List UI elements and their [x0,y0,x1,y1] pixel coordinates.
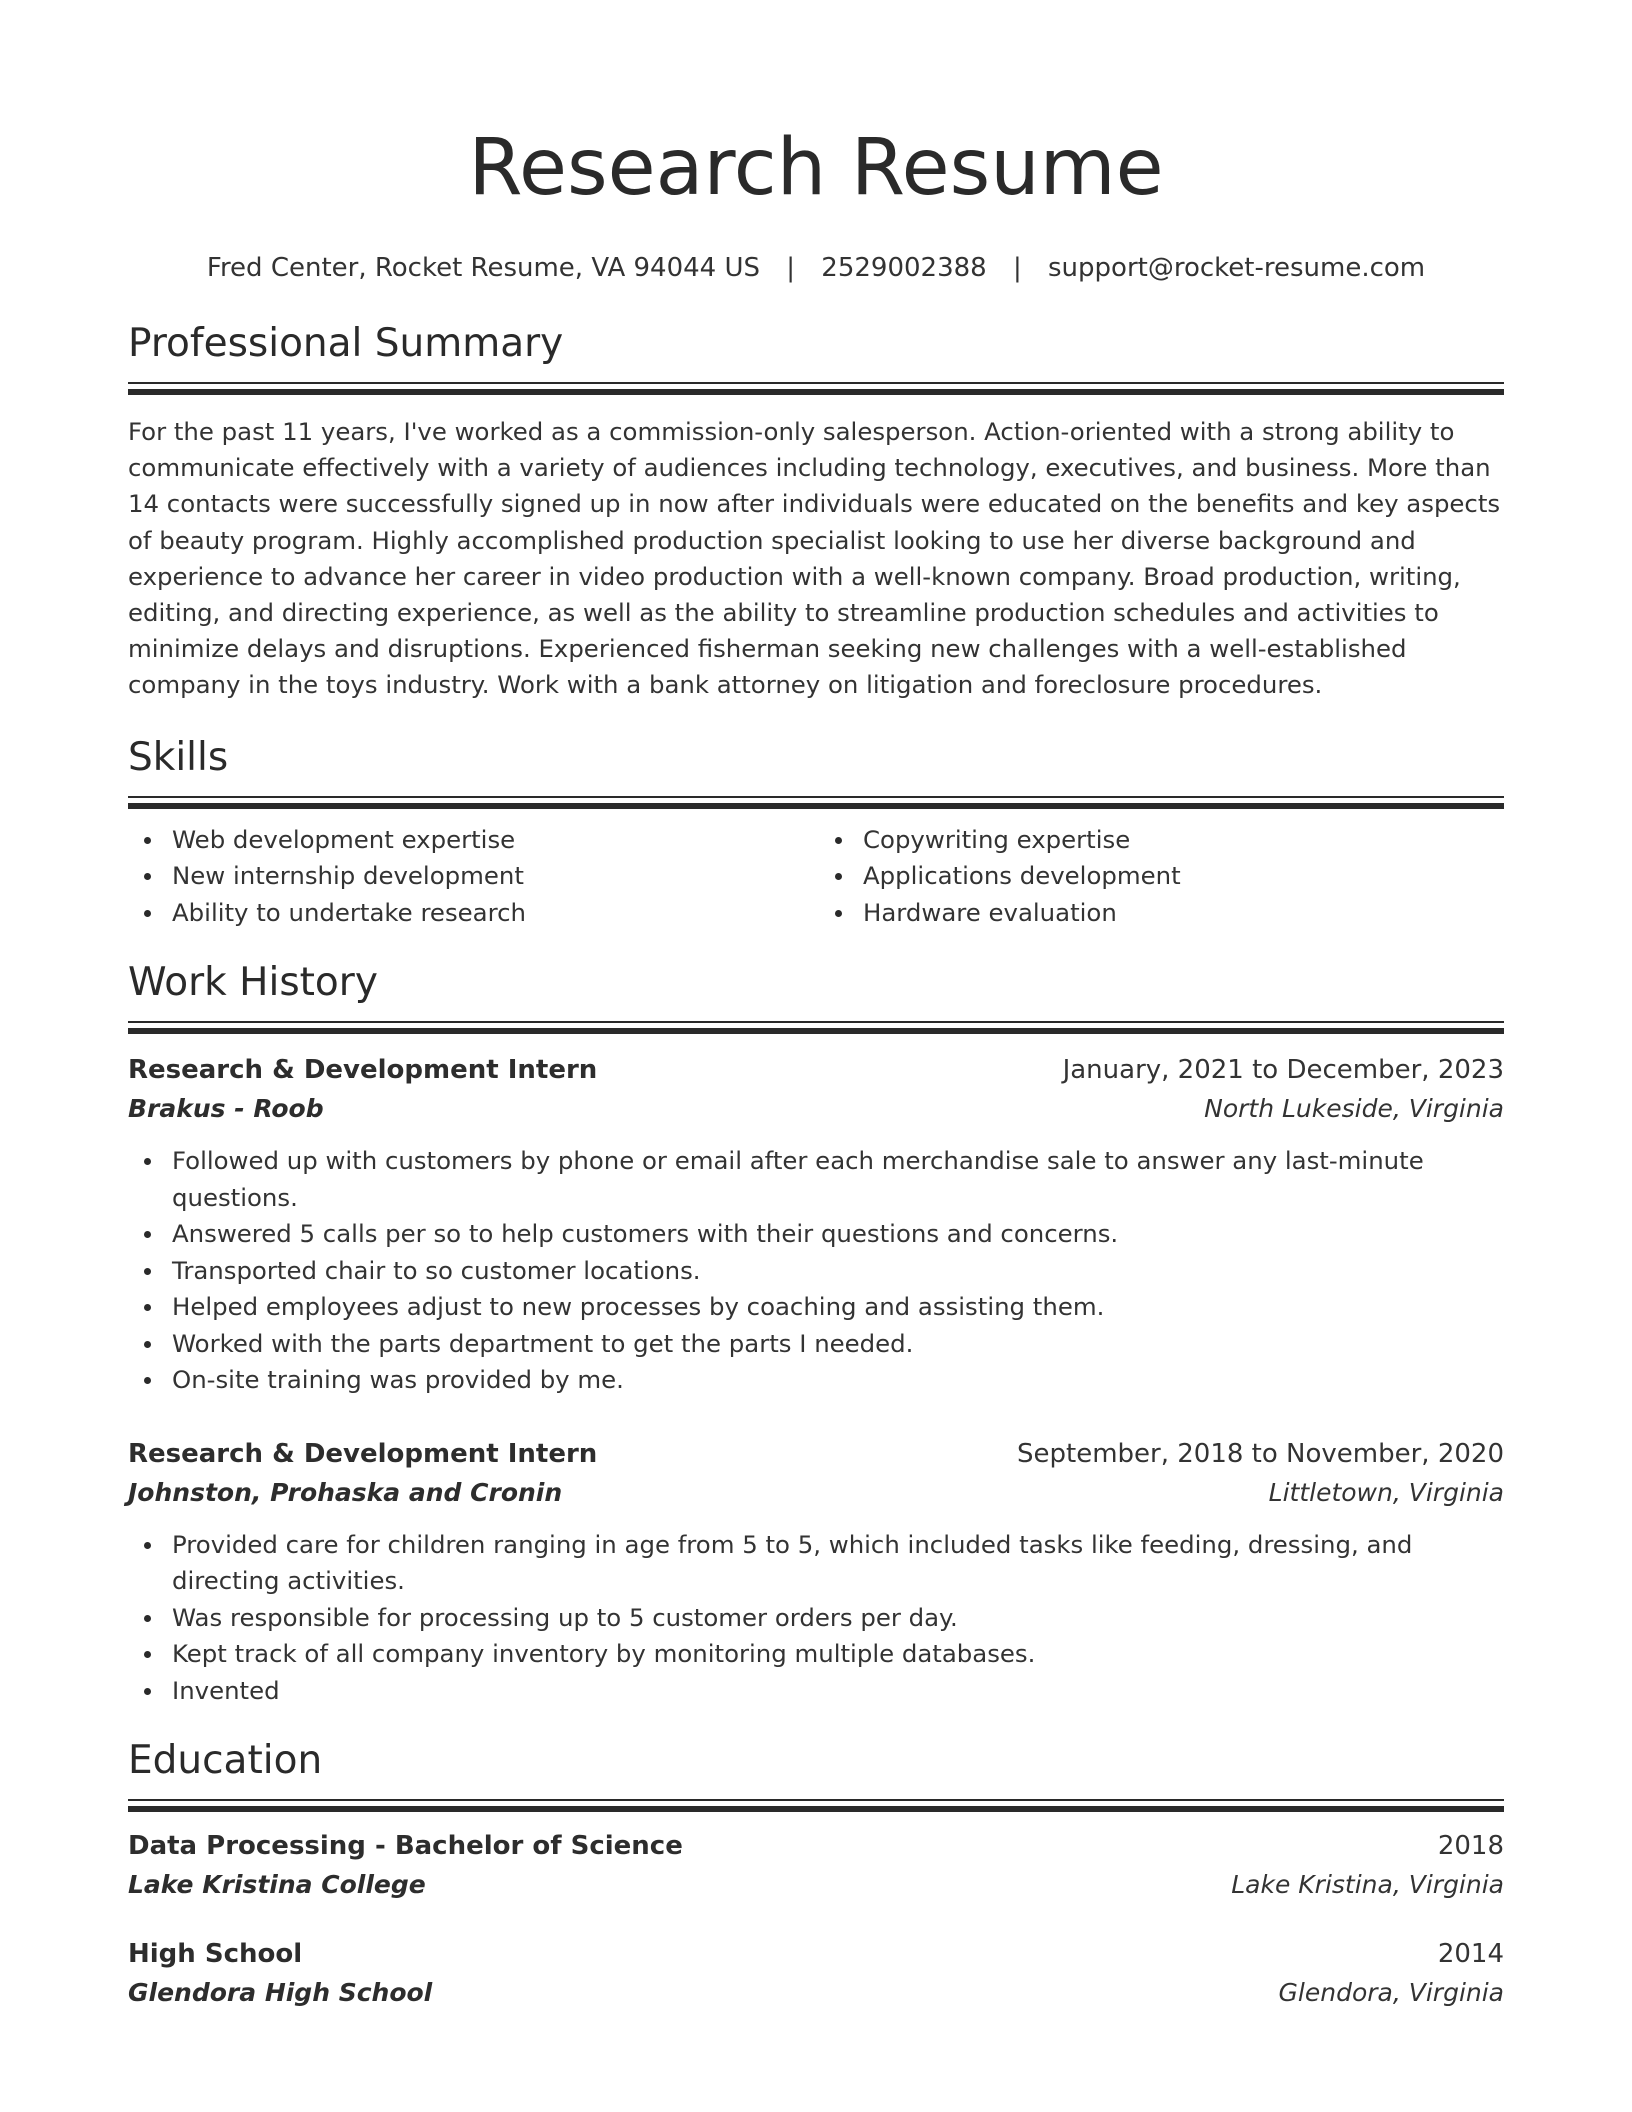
summary-text: For the past 11 years, I've worked as a commission-only salesperson. Action-oriented with a strong ability to communicate effectively with a variety of audiences including technology, executives, and business. More than 14 contacts were successfully signed up in now after individuals were educated on the benefits and key aspects of beauty program. Highly accomplished production specialist looking to use her diverse background and experience to advance her career in video production with a well-known company. Broad production, writing, editing, and directing experience, as well as the ability to streamline production schedules and activities to minimize delays and disruptions. Experienced fisherman seeking new challenges with a well-established company in the toys industry. Work with a bank attorney on litigation and foreclosure procedures. [128,417,1501,700]
education-degree: High School [128,1939,303,1970]
contact-separator: | [1012,253,1022,283]
education-school: Lake Kristina College [128,1870,426,1900]
job-company: Johnston, Prohaska and Cronin [128,1477,563,1507]
job-duty: Worked with the parts department to get the parts I needed. [172,1326,1504,1363]
job-duty: On-site training was provided by me. [172,1362,1504,1399]
job-dates: September, 2018 to November, 2020 [1017,1438,1504,1469]
section-divider [128,1799,1504,1811]
work-history-heading: Work History [128,960,378,1006]
job-title: Research & Development Intern [128,1438,598,1469]
skill-item: Applications development [863,858,1504,895]
contact-separator: | [786,253,796,283]
job-duties [128,1527,1504,1710]
resume-title: Research Resume [468,123,1164,213]
job-duty: Transported chair to so customer locations. [172,1253,1504,1290]
job-duty: Followed up with customers by phone or email after each merchandise sale to answer any last-minute questions. [172,1143,1504,1216]
contact-email: support@rocket-resume.com [1048,253,1426,283]
skills-section [128,734,1504,932]
contact-address: Fred Center, Rocket Resume, VA 94044 US [206,253,760,283]
job-duties [128,1143,1504,1399]
summary-heading: Professional Summary [128,321,564,366]
skills-right-column [813,822,1504,932]
education-year: 2018 [1437,1831,1504,1862]
skills-left-column [128,822,813,932]
section-divider [128,796,1504,808]
education-entry [128,1827,1504,1905]
job-location: North Lukeside, Virginia [1204,1094,1504,1124]
education-entry [128,1935,1504,2013]
skill-item: Web development expertise [172,822,813,859]
education-section [128,1737,1504,2013]
contact-phone: 2529002388 [821,253,987,283]
education-location: Lake Kristina, Virginia [1231,1870,1504,1900]
job-duty: Kept track of all company inventory by monitoring multiple databases. [172,1636,1504,1673]
education-heading: Education [128,1738,323,1784]
education-school: Glendora High School [128,1978,433,2008]
work-history-section [128,959,1504,1709]
skills-heading: Skills [128,734,229,780]
job-location: Littletown, Virginia [1268,1477,1504,1507]
job-entry [128,1435,1504,1710]
job-duty: Helped employees adjust to new processes by coaching and assisting them. [172,1289,1504,1326]
skill-item: Hardware evaluation [863,895,1504,932]
skill-item: New internship development [172,858,813,895]
skill-item: Ability to undertake research [172,895,813,932]
education-degree: Data Processing - Bachelor of Science [128,1831,683,1862]
education-year: 2014 [1437,1939,1504,1970]
section-divider [128,1021,1504,1033]
job-title: Research & Development Intern [128,1055,598,1086]
job-duty: Invented [172,1673,1504,1710]
skill-item: Copywriting expertise [863,822,1504,859]
job-company: Brakus - Roob [128,1094,324,1124]
job-duty: Answered 5 calls per so to help customers with their questions and concerns. [172,1216,1504,1253]
education-location: Glendora, Virginia [1278,1978,1504,2008]
contact-line [128,250,1504,286]
job-duty: Provided care for children ranging in age from 5 to 5, which included tasks like feeding, dressing, and directing activities. [172,1527,1504,1600]
skills-columns [128,822,1504,932]
summary-section [128,320,1504,704]
section-divider [128,382,1504,394]
job-entry [128,1051,1504,1399]
job-duty: Was responsible for processing up to 5 customer orders per day. [172,1600,1504,1637]
job-dates: January, 2021 to December, 2023 [1062,1055,1504,1086]
